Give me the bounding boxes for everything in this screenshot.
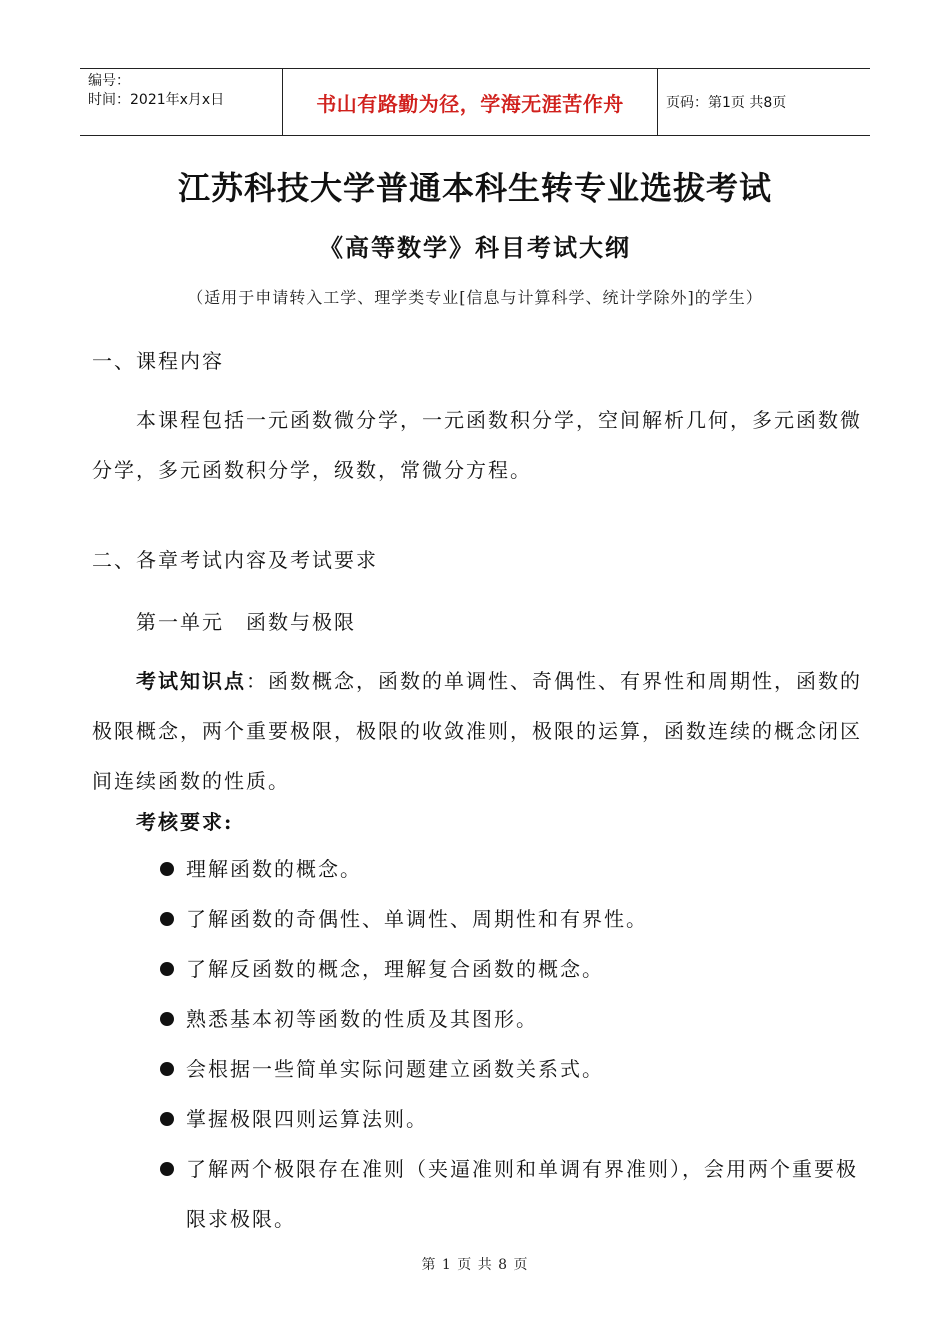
- list-item: 熟悉基本初等函数的性质及其图形。: [156, 994, 866, 1044]
- requirements-list: [156, 844, 866, 1244]
- requirements-label: 考核要求:: [136, 810, 234, 834]
- time-label: 时间：2021年x月x日: [88, 92, 225, 108]
- list-item: 会根据一些简单实际问题建立函数关系式。: [156, 1044, 866, 1094]
- list-item: 掌握极限四则运算法则。: [156, 1094, 866, 1144]
- header-meta: [80, 69, 282, 135]
- page-header: [80, 68, 870, 136]
- list-item: 了解反函数的概念，理解复合函数的概念。: [156, 944, 866, 994]
- section-heading-exam: 二、各章考试内容及考试要求: [92, 548, 378, 572]
- list-item: 了解两个极限存在准则（夹逼准则和单调有界准则），会用两个重要极限求极限。: [156, 1144, 866, 1244]
- document-subtitle: 《高等数学》科目考试大纲: [319, 233, 631, 262]
- scope-note: （适用于申请转入工学、理学类专业[信息与计算科学、统计学除外]的学生）: [187, 288, 763, 307]
- bullet-icon: [160, 962, 174, 976]
- bullet-icon: [160, 1162, 174, 1176]
- header-page-info: 页码：第1页 共8页: [666, 95, 787, 111]
- section-heading-course: 一、课程内容: [92, 349, 224, 373]
- number-label: 编号：: [88, 73, 130, 89]
- course-content-paragraph: 本课程包括一元函数微分学，一元函数积分学，空间解析几何，多元函数微分学，多元函数积分学，级数，常微分方程。: [92, 408, 862, 482]
- bullet-icon: [160, 1062, 174, 1076]
- document-title: 江苏科技大学普通本科生转专业选拔考试: [177, 169, 772, 207]
- bullet-icon: [160, 1012, 174, 1026]
- list-item: 理解函数的概念。: [156, 844, 866, 894]
- knowledge-points-paragraph: [92, 656, 862, 806]
- knowledge-points-text: ：函数概念，函数的单调性、奇偶性、有界性和周期性，函数的极限概念，两个重要极限，极限的收敛准则，极限的运算，函数连续的概念闭区间连续函数的性质。: [92, 669, 862, 793]
- bullet-icon: [160, 1112, 174, 1126]
- bullet-icon: [160, 862, 174, 876]
- unit-title: 第一单元 函数与极限: [136, 610, 356, 634]
- bullet-icon: [160, 912, 174, 926]
- list-item: 了解函数的奇偶性、单调性、周期性和有界性。: [156, 894, 866, 944]
- knowledge-points-label: 考试知识点: [136, 669, 246, 693]
- page-footer: 第 1 页 共 8 页: [421, 1257, 529, 1273]
- header-motto: 书山有路勤为径，学海无涯苦作舟: [282, 69, 658, 135]
